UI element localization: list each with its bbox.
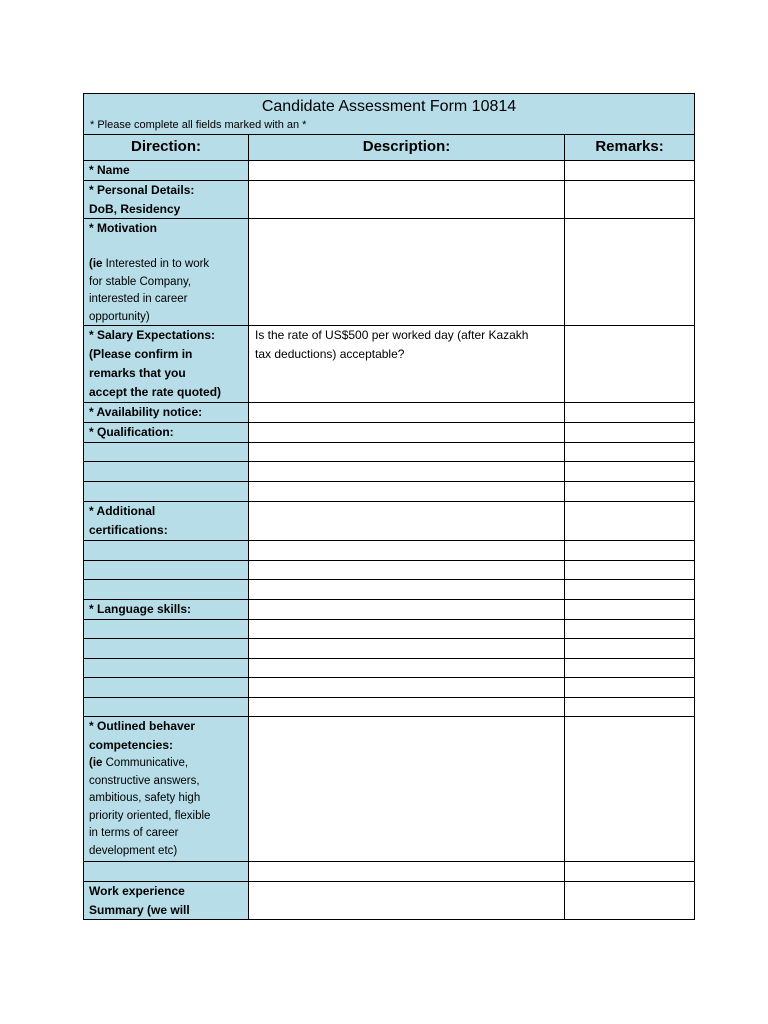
behaver-note-line: in terms of career — [89, 827, 179, 839]
behaver-note-line: development etc) — [89, 844, 178, 857]
table-row — [83, 482, 695, 502]
table-row — [83, 219, 695, 326]
candidate-assessment-form — [83, 93, 695, 920]
empty-label-cell — [84, 659, 249, 677]
empty-label-cell — [84, 698, 249, 716]
description-cell[interactable] — [249, 443, 565, 461]
table-row — [83, 698, 695, 717]
remarks-cell[interactable] — [565, 678, 694, 697]
table-row — [83, 462, 695, 482]
spacer — [89, 238, 243, 256]
personal-details-label — [84, 181, 249, 218]
language-remarks-cell[interactable] — [565, 600, 694, 619]
motivation-note-line: opportunity) — [89, 310, 150, 323]
table-row — [83, 659, 695, 678]
work-line: Summary (we will — [89, 903, 190, 917]
work-experience-label — [84, 882, 249, 919]
form-instructions: * Please complete all fields marked with an * — [90, 119, 307, 131]
empty-label-cell — [84, 443, 249, 461]
personal-details-description-cell[interactable] — [249, 181, 565, 218]
motivation-remarks-cell[interactable] — [565, 219, 694, 325]
empty-label-cell — [84, 678, 249, 697]
behaver-note-line: constructive answers, — [89, 774, 200, 787]
behaver-competencies-label — [84, 717, 249, 861]
remarks-cell[interactable] — [565, 659, 694, 677]
language-skills-label: * Language skills: — [84, 600, 249, 619]
table-row — [83, 561, 695, 580]
behaver-ie: (ie — [89, 757, 103, 769]
personal-details-line: * Personal Details: — [89, 183, 195, 197]
table-row — [83, 443, 695, 462]
behaver-line: competencies: — [89, 738, 174, 752]
header-remarks: Remarks: — [565, 135, 694, 160]
additional-line: * Additional — [89, 504, 156, 518]
behaver-note — [89, 755, 243, 860]
availability-description-cell[interactable] — [249, 403, 565, 422]
form-title: Candidate Assessment Form 10814 — [261, 98, 517, 115]
name-description-cell[interactable] — [249, 161, 565, 180]
salary-remarks-cell[interactable] — [565, 326, 694, 402]
table-row — [83, 403, 695, 423]
remarks-cell[interactable] — [565, 862, 694, 881]
motivation-note-line: for stable Company, — [89, 275, 192, 288]
description-cell[interactable] — [249, 639, 565, 658]
description-cell[interactable] — [249, 561, 565, 579]
language-description-cell[interactable] — [249, 600, 565, 619]
empty-label-cell — [84, 482, 249, 501]
description-cell[interactable] — [249, 659, 565, 677]
motivation-note-line: Interested in to work — [102, 258, 210, 270]
motivation-ie: (ie — [89, 258, 103, 270]
remarks-cell[interactable] — [565, 462, 694, 481]
remarks-cell[interactable] — [565, 620, 694, 638]
salary-line: (Please confirm in — [89, 347, 193, 361]
description-cell[interactable] — [249, 862, 565, 881]
salary-question-line: tax deductions) acceptable? — [255, 347, 405, 361]
empty-label-cell — [84, 862, 249, 881]
table-row — [83, 882, 695, 920]
availability-remarks-cell[interactable] — [565, 403, 694, 422]
empty-label-cell — [84, 561, 249, 579]
table-row — [83, 181, 695, 219]
remarks-cell[interactable] — [565, 541, 694, 560]
behaver-note-line: priority oriented, flexible — [89, 809, 211, 822]
table-row — [83, 161, 695, 181]
form-title-block — [83, 93, 695, 135]
table-row — [83, 678, 695, 698]
description-cell[interactable] — [249, 462, 565, 481]
availability-label: * Availability notice: — [84, 403, 249, 422]
remarks-cell[interactable] — [565, 561, 694, 579]
additional-description-cell[interactable] — [249, 502, 565, 540]
table-row — [83, 620, 695, 639]
remarks-cell[interactable] — [565, 698, 694, 716]
behaver-line: * Outlined behaver — [89, 719, 196, 733]
qualification-remarks-cell[interactable] — [565, 423, 694, 442]
salary-line: accept the rate quoted) — [89, 385, 222, 399]
name-remarks-cell[interactable] — [565, 161, 694, 180]
empty-label-cell — [84, 541, 249, 560]
table-row — [83, 639, 695, 659]
table-row — [83, 600, 695, 620]
motivation-note — [89, 256, 243, 325]
salary-line: * Salary Expectations: — [89, 328, 216, 342]
table-row — [83, 717, 695, 862]
work-line: Work experience — [89, 884, 185, 898]
description-cell[interactable] — [249, 580, 565, 599]
header-description: Description: — [249, 135, 565, 160]
behaver-note-line: Communicative, — [102, 757, 189, 769]
motivation-description-cell[interactable] — [249, 219, 565, 325]
name-label: * Name — [84, 161, 249, 180]
behaver-description-cell[interactable] — [249, 717, 565, 861]
qualification-description-cell[interactable] — [249, 423, 565, 442]
remarks-cell[interactable] — [565, 443, 694, 461]
empty-label-cell — [84, 580, 249, 599]
description-cell[interactable] — [249, 482, 565, 501]
motivation-line: * Motivation — [89, 221, 157, 235]
header-row — [83, 135, 695, 161]
description-cell[interactable] — [249, 620, 565, 638]
table-row — [83, 862, 695, 882]
motivation-note-line: interested in career — [89, 293, 188, 305]
table-row — [83, 502, 695, 541]
table-row — [83, 541, 695, 561]
empty-label-cell — [84, 639, 249, 658]
description-cell[interactable] — [249, 678, 565, 697]
table-row — [83, 580, 695, 600]
description-cell[interactable] — [249, 698, 565, 716]
behaver-note-line: ambitious, safety high — [89, 792, 201, 804]
description-cell[interactable] — [249, 541, 565, 560]
remarks-cell[interactable] — [565, 482, 694, 501]
additional-certifications-label — [84, 502, 249, 540]
salary-description-cell[interactable] — [249, 326, 565, 402]
header-direction: Direction: — [84, 135, 249, 160]
table-row — [83, 326, 695, 403]
work-remarks-cell[interactable] — [565, 882, 694, 919]
empty-label-cell — [84, 620, 249, 638]
remarks-cell[interactable] — [565, 580, 694, 599]
work-description-cell[interactable] — [249, 882, 565, 919]
additional-remarks-cell[interactable] — [565, 502, 694, 540]
remarks-cell[interactable] — [565, 639, 694, 658]
behaver-remarks-cell[interactable] — [565, 717, 694, 861]
personal-details-remarks-cell[interactable] — [565, 181, 694, 218]
table-row — [83, 423, 695, 443]
empty-label-cell — [84, 462, 249, 481]
motivation-label — [84, 219, 249, 325]
qualification-label: * Qualification: — [84, 423, 249, 442]
salary-label — [84, 326, 249, 402]
salary-question-line: Is the rate of US$500 per worked day (after Kazakh — [255, 328, 529, 342]
salary-line: remarks that you — [89, 366, 186, 380]
personal-details-line: DoB, Residency — [89, 202, 181, 216]
additional-line: certifications: — [89, 523, 168, 537]
